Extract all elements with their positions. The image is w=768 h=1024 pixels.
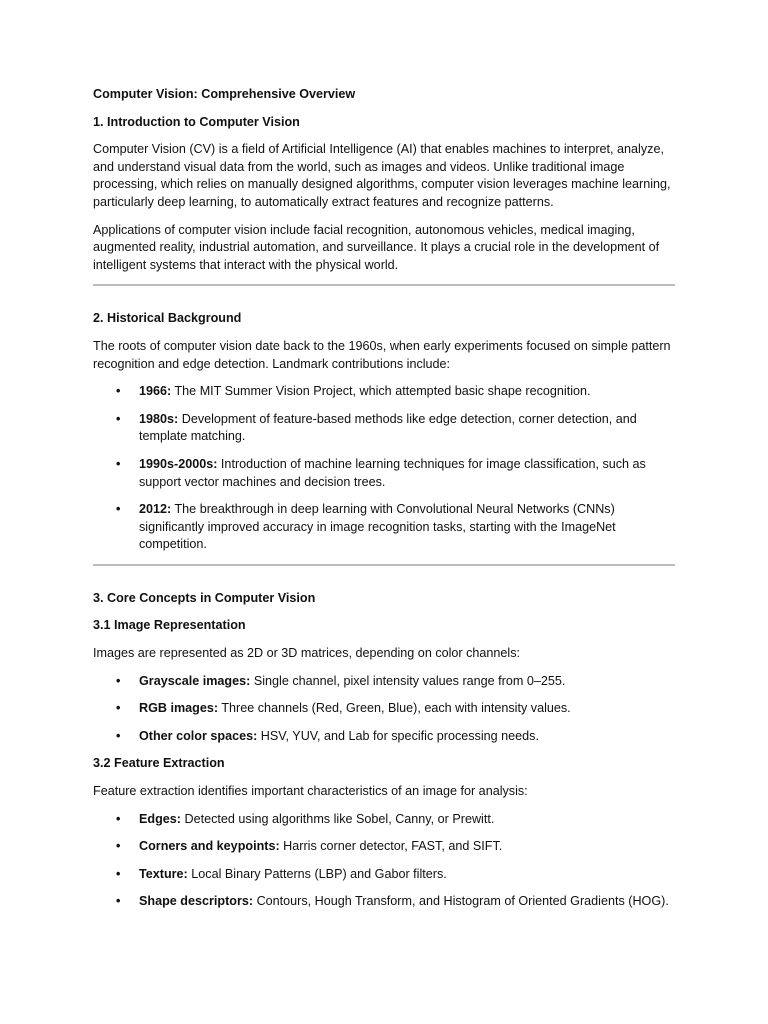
list-item [93,411,675,446]
document-page [93,86,675,921]
list-item-term: Corners and keypoints: [139,839,280,854]
subsection-3-1-intro: Images are represented as 2D or 3D matrices, depending on color channels: [93,646,521,661]
section-divider [93,284,675,286]
list-item [93,501,675,554]
list-item-term: 1966: [139,384,172,399]
list-item [93,838,675,856]
feature-extraction-list [93,811,675,911]
list-item-text: Development of feature-based methods like edge detection, corner detection, and template matching. [139,411,637,444]
list-item-term: Other color spaces: [139,728,258,743]
section-2-heading: 2. Historical Background [93,311,242,326]
list-item-term: RGB images: [139,701,219,716]
list-item-text: Detected using algorithms like Sobel, Canny, or Prewitt. [181,811,495,826]
list-item-text: Three channels (Red, Green, Blue), each with intensity values. [218,701,571,716]
subsection-3-2-intro: Feature extraction identifies important characteristics of an image for analysis: [93,784,528,799]
section-1-paragraph-1: Computer Vision (CV) is a field of Artificial Intelligence (AI) that enables machines to interpret, analyze, and understand visual data from the world, such as images and videos. Unlike traditional image processing, which relies on manually designed algorithms, computer vision leverages machine learning, particularly deep learning, to automatically extract features and recognize patterns. [93,142,671,209]
bullet: • [116,411,121,426]
list-item-text: Local Binary Patterns (LBP) and Gabor filters. [187,866,447,881]
list-item [93,456,675,491]
list-item-term: 2012: [139,502,172,517]
bullet: • [116,894,121,909]
document-title: Computer Vision: Comprehensive Overview [93,87,356,101]
bullet: • [116,866,121,881]
list-item [93,383,675,401]
list-item-term: Shape descriptors: [139,894,254,909]
list-item [93,866,675,884]
section-1-paragraph-2: Applications of computer vision include facial recognition, autonomous vehicles, medical imaging, augmented reality, industrial automation, and surveillance. It plays a crucial role in the development of intelligent systems that interact with the physical world. [93,222,660,272]
section-3-heading: 3. Core Concepts in Computer Vision [93,590,316,605]
bullet: • [116,384,121,399]
bullet: • [116,839,121,854]
list-item-term: 1990s-2000s: [139,456,218,471]
list-item-term: 1980s: [139,411,179,426]
bullet: • [116,701,121,716]
list-item [93,893,675,911]
list-item [93,700,675,718]
list-item [93,728,675,746]
list-item-text: HSV, YUV, and Lab for specific processing needs. [257,728,539,743]
list-item-text: Contours, Hough Transform, and Histogram of Oriented Gradients (HOG). [253,894,669,909]
list-item-term: Edges: [139,811,181,826]
bullet: • [116,811,121,826]
bullet: • [116,673,121,688]
list-item-text: Introduction of machine learning techniques for image classification, such as support vector machines and decision trees. [139,456,646,489]
bullet: • [116,456,121,471]
bullet: • [116,502,121,517]
subsection-3-2-heading: 3.2 Feature Extraction [93,756,225,771]
image-representation-list [93,673,675,746]
section-divider [93,564,675,566]
list-item [93,673,675,691]
bullet: • [116,728,121,743]
section-2-intro: The roots of computer vision date back to the 1960s, when early experiments focused on simple pattern recognition and edge detection. Landmark contributions include: [93,338,671,371]
list-item [93,811,675,829]
list-item-text: The breakthrough in deep learning with Convolutional Neural Networks (CNNs) significantly improved accuracy in image recognition tasks, starting with the ImageNet competition. [139,502,616,552]
subsection-3-1-heading: 3.1 Image Representation [93,618,246,633]
list-item-term: Grayscale images: [139,673,251,688]
list-item-text: Single channel, pixel intensity values range from 0–255. [250,673,566,688]
history-list [93,383,675,554]
list-item-text: The MIT Summer Vision Project, which attempted basic shape recognition. [171,384,591,399]
list-item-term: Texture: [139,866,188,881]
list-item-text: Harris corner detector, FAST, and SIFT. [279,839,503,854]
section-1-heading: 1. Introduction to Computer Vision [93,114,300,129]
